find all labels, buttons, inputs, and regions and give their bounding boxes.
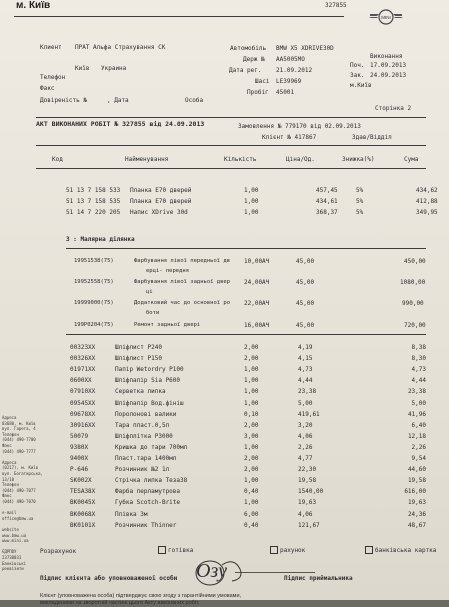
row-qty: 0,40 <box>244 521 259 529</box>
row-sum: 2,26 <box>411 443 426 451</box>
account-label: рахунок <box>280 547 306 554</box>
row-sum: 5,00 <box>411 399 426 407</box>
mileage-value: 45001 <box>276 89 295 96</box>
row-qty: 1,00 <box>244 187 259 194</box>
row-qty: 0,10 <box>244 410 259 418</box>
row-qty: 2,00 <box>244 355 259 363</box>
footer-line-1: Клієнт (уповноважена особа) підтверджує свою згоду з гарантійними умовами, <box>40 593 242 599</box>
row-price: 45,00 <box>296 258 315 265</box>
row-code: 51 13 7 158 533 <box>66 187 121 194</box>
row-price: 4,06 <box>298 432 313 440</box>
sidebar-line: (0217), м. Київ <box>2 465 39 471</box>
start-label: Поч. <box>350 62 365 69</box>
row-sum: 450,00 <box>404 258 426 265</box>
row-price: 4,73 <box>298 366 313 374</box>
chassis-value: LE39969 <box>276 78 302 85</box>
row-price: 121,67 <box>298 521 320 529</box>
row-price: 1540,00 <box>298 488 324 496</box>
row-code: BK0068X <box>70 510 96 518</box>
row-name: Планка E70 дверей <box>130 187 192 194</box>
client-city: Київ <box>75 65 90 72</box>
handwritten-initials: Озу <box>196 560 227 582</box>
row-sum: 616,00 <box>404 488 426 496</box>
row-qty: 0,40 <box>244 488 259 496</box>
page-indicator: Сторінка 2 <box>375 105 412 112</box>
row-code: 30916XX <box>70 421 96 429</box>
svg-text:MINI: MINI <box>381 15 391 20</box>
start-value: 17.09.2013 <box>370 62 407 69</box>
row-sum: 8,30 <box>411 355 426 363</box>
row-name-cont: боти <box>146 310 160 316</box>
row-sum: 19,63 <box>407 499 426 507</box>
client-country: Украина <box>101 65 127 72</box>
row-qty: 1,00 <box>244 198 259 205</box>
row-code: BK0101X <box>70 521 96 529</box>
sidebar-line: 23730031 <box>2 555 22 560</box>
row-price: 23,38 <box>298 388 317 396</box>
col-name: Найменування <box>125 156 169 163</box>
row-name: Папір Wetordry P100 <box>115 366 184 374</box>
row-sum: 349,95 <box>416 209 438 216</box>
row-qty: 22,00АЧ <box>244 300 270 307</box>
sidebar-line: office@bmw.ua <box>2 515 34 521</box>
labour-rule <box>66 334 426 335</box>
row-price: 4,15 <box>298 355 313 363</box>
sidebar-line: Банківські <box>2 560 27 566</box>
row-name: Поролонові валики <box>115 410 177 418</box>
row-sum: 8,38 <box>411 344 426 351</box>
row-qty: 3,00 <box>244 432 259 440</box>
company-city: м. Київ <box>16 0 51 11</box>
row-sum: 12,18 <box>407 432 426 440</box>
row-sum: 4,44 <box>411 377 426 385</box>
row-code: 9380X <box>70 443 89 451</box>
row-qty: 6,00 <box>244 510 259 518</box>
row-qty: 10,00АЧ <box>244 258 270 265</box>
row-qty: 1,00 <box>244 399 259 407</box>
row-price: 434,61 <box>316 198 338 205</box>
row-price: 45,00 <box>296 300 315 307</box>
payment-label: Розрахунок <box>40 548 77 555</box>
row-code: 19999000(75) <box>74 300 114 306</box>
sidebar-line: (044) 490-7070 <box>2 499 36 504</box>
row-name: Фарба перламутрова <box>115 488 181 496</box>
section-title: 3 : Малярна ділянка <box>66 236 135 243</box>
sidebar-line: website <box>2 527 19 532</box>
row-discount: 5% <box>356 198 364 205</box>
row-sum: 412,88 <box>416 198 438 205</box>
row-name: Шліфпапір Sia P600 <box>115 377 181 385</box>
row-sum: 44,60 <box>407 466 426 474</box>
act-rule-top <box>36 117 426 118</box>
row-discount: 5% <box>356 209 364 216</box>
sidebar-line: ЄДРПОУ <box>2 549 17 555</box>
row-price: 45,00 <box>296 279 315 286</box>
row-name: Стрічка липка Теза38 <box>115 477 188 485</box>
row-price: 2,26 <box>298 443 313 451</box>
table-header-rule-top <box>36 145 426 146</box>
row-qty: 2,00 <box>244 455 259 462</box>
row-code: P-646 <box>70 466 89 474</box>
card-label: банківська картка <box>375 547 437 554</box>
row-code: TESA38X <box>70 488 96 496</box>
row-price: 4,44 <box>298 377 313 385</box>
footer-line-2: викладеними на зворотній частині цього Акту виконаних робіт. <box>40 600 200 606</box>
row-name: Ремонт задньої двері <box>134 322 201 328</box>
row-sum: 720,00 <box>404 322 426 329</box>
row-code: 51 14 7 220 205 <box>66 209 121 216</box>
row-qty: 1,00 <box>244 443 259 451</box>
row-code: 19952558(75) <box>74 279 114 285</box>
row-sum: 24,36 <box>407 510 426 518</box>
sidebar-line: Телефон <box>2 431 19 437</box>
card-checkbox[interactable] <box>365 546 373 554</box>
person-label: Особа <box>185 97 204 104</box>
row-code: BK0045X <box>70 499 96 507</box>
order-info: Замовлення № 779170 від 02.09.2013 <box>238 123 361 130</box>
row-price: 19,63 <box>298 499 317 507</box>
document-number: 327855 <box>325 2 347 9</box>
row-name: Шліфплітка P3000 <box>115 432 173 440</box>
sidebar-line: 13/10 <box>2 476 15 482</box>
row-qty: 1,00 <box>244 366 259 374</box>
row-price: 457,45 <box>316 187 338 194</box>
row-price: 5,00 <box>298 399 313 407</box>
row-name-cont: ерці- передня <box>146 268 190 274</box>
regdate-label: Дата рег. <box>229 67 262 74</box>
row-name: Пласт.тара 1400мл <box>115 455 177 462</box>
row-code: 50079 <box>70 432 89 440</box>
sidebar-line: вул. Богатирська, <box>2 471 43 476</box>
account-checkbox[interactable] <box>270 546 278 554</box>
row-name: Шліфлист P150 <box>115 355 162 363</box>
row-sum: 1080,00 <box>400 279 426 286</box>
row-qty: 1,00 <box>244 388 259 396</box>
row-name: Розчинник Thinner <box>115 521 177 529</box>
row-code: 09678XX <box>70 410 96 418</box>
row-price: 4,19 <box>298 344 313 351</box>
end-label: Зак. <box>350 72 365 79</box>
sidebar-line: e-mail <box>2 510 17 516</box>
row-code: 01971XX <box>70 366 96 374</box>
row-price: 22,30 <box>298 466 317 474</box>
mini-logo <box>368 5 404 29</box>
row-name: Розчинник №2 1л <box>115 466 170 474</box>
row-price: 4,06 <box>298 510 313 518</box>
row-sum: 48,67 <box>407 521 426 529</box>
client-label: Клиент <box>40 44 62 51</box>
row-sum: 9,54 <box>411 455 426 462</box>
row-name: Кришка до тари 700мл <box>115 443 188 451</box>
phone-label: Телефон <box>40 74 66 81</box>
sidebar-line: www.mini.ua <box>2 538 29 544</box>
row-name: Напис XDrive 30d <box>130 209 188 216</box>
row-code: 0600XX <box>70 377 92 385</box>
row-name: Шліфлист P240 <box>115 344 162 351</box>
row-code: 00323XX <box>70 344 96 351</box>
plate-label: Держ № <box>243 56 265 63</box>
end-value: 24.09.2013 <box>370 72 407 79</box>
row-qty: 24,00АЧ <box>244 279 270 286</box>
cash-checkbox[interactable] <box>158 546 166 554</box>
row-code: SK002X <box>70 477 92 485</box>
row-qty: 1,00 <box>244 209 259 216</box>
execution-title: Виконання <box>370 53 403 60</box>
sidebar-line: (044) 490-7777 <box>2 448 36 454</box>
sidebar-line: Факс <box>2 493 12 499</box>
row-code: 199P0204(75) <box>74 322 114 328</box>
row-name: Шліфпапір Вод.фініш <box>115 399 184 407</box>
client-signature-label: Підпис клієнта або уповноваженої особи <box>40 575 178 582</box>
row-sum: 19,58 <box>407 477 426 485</box>
row-sum: 990,00 <box>402 300 424 307</box>
execution-city: м.Київ <box>350 82 372 89</box>
table-header-rule-bottom <box>36 168 426 169</box>
car-label: Автомобіль <box>230 45 267 52</box>
sidebar-line: Адреса <box>2 415 17 420</box>
row-price: 45,00 <box>296 322 315 329</box>
car-value: BMW X5 XDRIVE30D <box>276 45 334 52</box>
row-code: 9400X <box>70 455 89 462</box>
row-qty: 1,00 <box>244 477 259 485</box>
row-code: 51 13 7 158 535 <box>66 198 121 205</box>
col-sum: Сума <box>404 156 419 163</box>
row-price: 368,37 <box>316 209 338 216</box>
sidebar-line: 03680, м. Київ <box>2 420 36 426</box>
power-label: Довіреність № <box>40 97 87 104</box>
section-rule <box>66 248 426 249</box>
row-name: Плівка 3м <box>115 510 148 518</box>
sidebar-line: реквізити <box>2 566 24 572</box>
sidebar-line: (044) 490-7077 <box>2 487 36 493</box>
row-discount: 5% <box>356 187 364 194</box>
header-rule <box>14 16 344 17</box>
row-code: 07910XX <box>70 388 96 396</box>
regdate-value: 21.09.2012 <box>276 67 313 74</box>
row-price: 19,58 <box>298 477 317 485</box>
col-price: Ціна/Од. <box>286 156 315 163</box>
row-name: Губка Scotch-Brite <box>115 499 181 507</box>
mileage-label: Пробіг <box>247 89 269 96</box>
sidebar-line: Телефон <box>2 482 19 488</box>
row-name: Фарбування лівої задньої двер <box>134 279 231 285</box>
col-discount: Знижка(%) <box>342 156 375 163</box>
row-price: 3,20 <box>298 421 313 429</box>
act-title: АКТ ВИКОНАНИХ РОБІТ № 327855 від 24.09.2013 <box>36 120 205 128</box>
sidebar-line: Факс <box>2 443 12 448</box>
row-price: 419,61 <box>298 410 320 418</box>
date-label: , Дата <box>107 97 129 104</box>
cash-label: готівка <box>168 547 194 554</box>
plate-value: AA5005MO <box>276 56 305 63</box>
sidebar-line: Адреса <box>2 459 17 465</box>
sidebar-line: www.bmw.ua <box>2 532 27 538</box>
row-price: 4,77 <box>298 455 313 462</box>
fax-label: Факс <box>40 85 55 92</box>
sidebar-line: (044) 490-7700 <box>2 437 36 443</box>
row-sum: 4,73 <box>411 366 426 374</box>
row-name: Планка E70 дверей <box>130 198 192 205</box>
row-qty: 1,00 <box>244 499 259 507</box>
row-qty: 2,00 <box>244 344 259 351</box>
col-qty: Кількість <box>224 156 257 163</box>
row-qty: 1,00 <box>244 377 259 385</box>
row-qty: 2,00 <box>244 421 259 429</box>
row-code: 09545XX <box>70 399 96 407</box>
receiver-signature-label: Підпис приймальника <box>284 575 353 582</box>
client-name: ПРАТ Альфа Страхування СК <box>75 44 166 51</box>
row-sum: 23,38 <box>407 388 426 396</box>
row-code: 19951538(75) <box>74 258 114 264</box>
client-number: Клієнт № 417867 <box>262 134 317 141</box>
col-code: Код <box>52 156 63 163</box>
row-sum: 6,40 <box>411 421 426 429</box>
row-qty: 16,00АЧ <box>244 322 270 329</box>
chassis-label: Шасі <box>255 78 270 85</box>
row-name: Додатковий час до основної ро <box>134 300 231 306</box>
row-name: Тара пласт.0,5л <box>115 421 170 429</box>
row-code: 00326XX <box>70 355 96 363</box>
row-sum: 434,62 <box>416 187 438 194</box>
sidebar-line: вул. Гарета, 4 <box>2 426 36 432</box>
row-name-cont: ці <box>146 289 153 295</box>
row-qty: 2,00 <box>244 466 259 474</box>
seller-label: Здав/Відділ <box>352 134 392 141</box>
row-name: Серветка липка <box>115 388 166 396</box>
row-sum: 41,96 <box>407 410 426 418</box>
row-name: Фарбування лівої передньої дв <box>134 258 231 264</box>
